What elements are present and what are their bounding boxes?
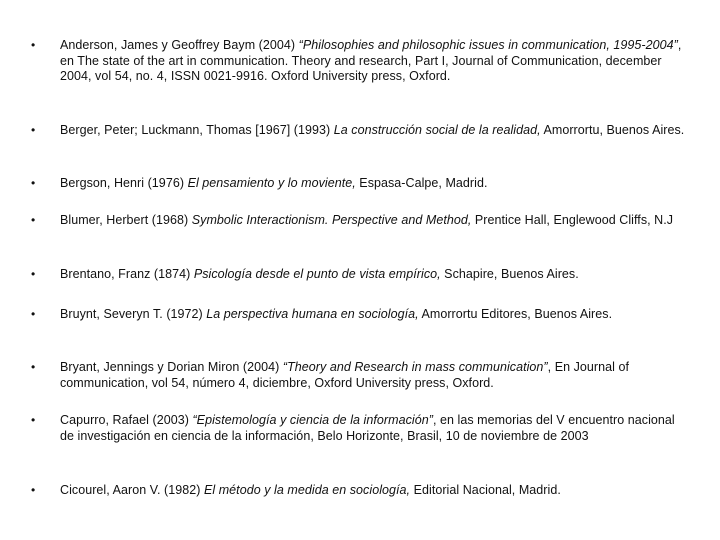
reference-authors: Berger, Peter; Luckmann, Thomas [1967] (1993): [60, 123, 334, 137]
reference-text: [60, 483, 692, 499]
bullet: •: [31, 123, 36, 137]
reference-title: El método y la medida en sociología,: [203, 483, 411, 497]
reference-title: Psicología desde el punto de vista empírico,: [193, 267, 441, 281]
bullet: •: [31, 483, 36, 497]
bullet: •: [31, 213, 36, 227]
bullet: •: [31, 360, 36, 374]
reference-title: El pensamiento y lo moviente,: [187, 176, 356, 190]
reference-text: [60, 307, 692, 323]
reference-publisher: , en The state of the art in communication. Theory and research, Part I, Journal of Communication, december 2004, vol 54, no. 4, ISSN 0021-9916. Oxford University press, Oxford.: [60, 38, 682, 83]
bullet: •: [31, 307, 36, 321]
reference-authors: Blumer, Herbert (1968): [60, 213, 192, 227]
reference-publisher: Prentice Hall, Englewood Cliffs, N.J: [471, 213, 674, 227]
reference-publisher: Espasa-Calpe, Madrid.: [355, 176, 488, 190]
reference-text: [60, 267, 692, 283]
reference-authors: Anderson, James y Geoffrey Baym (2004): [60, 38, 299, 52]
reference-publisher: Amorrortu, Buenos Aires.: [540, 123, 685, 137]
reference-title: La construcción social de la realidad,: [333, 123, 541, 137]
reference-authors: Cicourel, Aaron V. (1982): [60, 483, 204, 497]
reference-publisher: Amorrortu Editores, Buenos Aires.: [418, 307, 613, 321]
reference-authors: Capurro, Rafael (2003): [60, 413, 193, 427]
reference-publisher: Editorial Nacional, Madrid.: [410, 483, 561, 497]
reference-text: [60, 123, 692, 139]
reference-authors: Bruynt, Severyn T. (1972): [60, 307, 207, 321]
reference-title: “Theory and Research in mass communication”: [282, 360, 548, 374]
reference-publisher: , en las memorias del V encuentro nacional de investigación en ciencia de la información, Belo Horizonte, Brasil, 10 de noviembre de 2003: [60, 413, 675, 443]
reference-text: [60, 360, 692, 391]
reference-publisher: , En Journal of communication, vol 54, número 4, diciembre, Oxford University press, Oxford.: [60, 360, 630, 390]
reference-text: [60, 38, 692, 85]
bullet: •: [31, 176, 36, 190]
bullet: •: [31, 267, 36, 281]
reference-title: La perspectiva humana en sociología,: [206, 307, 419, 321]
reference-text: [60, 213, 692, 229]
bullet: •: [31, 413, 36, 427]
reference-authors: Brentano, Franz (1874): [60, 267, 194, 281]
reference-publisher: Schapire, Buenos Aires.: [440, 267, 579, 281]
reference-title: “Philosophies and philosophic issues in communication, 1995-2004”: [298, 38, 678, 52]
reference-authors: Bryant, Jennings y Dorian Miron (2004): [60, 360, 283, 374]
reference-authors: Bergson, Henri (1976): [60, 176, 188, 190]
bullet: •: [31, 38, 36, 52]
reference-text: [60, 176, 692, 192]
reference-title: Symbolic Interactionism. Perspective and Method,: [191, 213, 472, 227]
reference-title: “Epistemología y ciencia de la información”: [192, 413, 433, 427]
reference-text: [60, 413, 692, 444]
